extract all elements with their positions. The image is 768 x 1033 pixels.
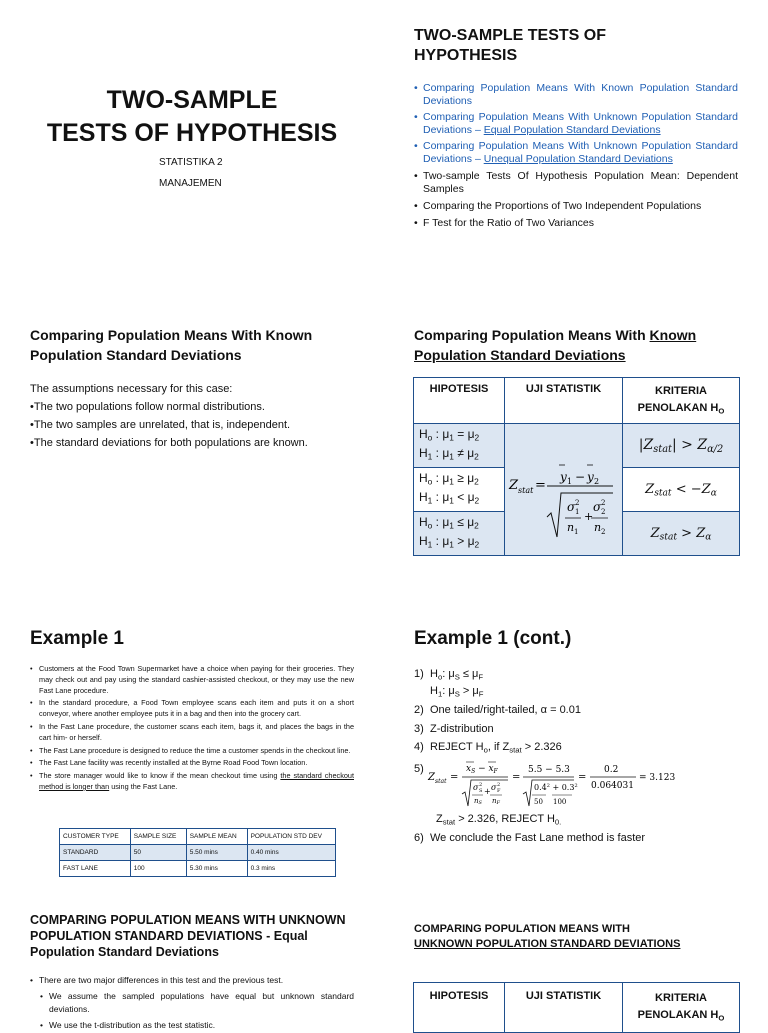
course-name: STATISTIKA 2 <box>159 157 223 168</box>
hypothesis-right-tailed: $H_o$ : $\mu_1 \le \mu_2$ $H_1$ : $\mu_1 > \mu_2$ <box>414 512 505 556</box>
slide-4-known-sd-table <box>384 312 768 600</box>
z-stat-formula <box>505 424 623 556</box>
svg-text:stat: stat <box>435 778 447 785</box>
example-description <box>30 664 354 793</box>
step-6: 6) We conclude the Fast Lane method is faster <box>414 832 646 844</box>
slide-6-example-1-cont <box>384 618 768 906</box>
department-name: MANAJEMEN <box>159 178 222 189</box>
svg-text:1: 1 <box>574 528 579 537</box>
svg-text:2: 2 <box>575 499 580 508</box>
svg-text:nS: nS <box>474 797 482 806</box>
denominator-value: 0.064031 <box>591 781 634 791</box>
outline-item[interactable]: • Comparing Population Means With Unknown Population Standard Deviations – Equal Population Standard Deviations <box>414 111 738 137</box>
svg-text:2: 2 <box>601 508 606 517</box>
svg-text:=: = <box>450 772 459 783</box>
slide-title: Comparing Population Means With Known Population Standard Deviations <box>30 327 313 363</box>
slide-title: Example 1 (cont.) <box>414 628 572 649</box>
slide-7-unknown-equal <box>0 906 384 1030</box>
slide-2-outline <box>384 0 768 288</box>
svg-text:σ: σ <box>593 500 602 515</box>
hypothesis-left-tailed: $H_o$ : $\mu_1 \ge \mu_2$ $H_1$ : $\mu_1 < \mu_2$ <box>414 468 505 512</box>
table-cell: 5.50 mins <box>186 845 247 861</box>
slide-title: Example 1 <box>30 628 124 649</box>
svg-text:2: 2 <box>479 782 483 788</box>
assumption-item: •The two populations follow normal distributions. <box>30 401 265 413</box>
slide-title: Comparing Population Means With Known Population Standard Deviations <box>414 327 697 363</box>
example-bullet: • In the Fast Lane procedure, the customer scans each item, bags it, and places the bags in the cart him- or herself. <box>30 722 354 744</box>
col-uji-statistik: UJI STATISTIK <box>505 378 623 424</box>
criteria-left-tailed: $Z_{stat} < -Z_\alpha$ <box>623 468 740 512</box>
main-title-line1: TWO-SAMPLE <box>106 86 278 114</box>
col-uji-statistik: UJI STATISTIK <box>505 983 623 1033</box>
table-cell: 0.3 mins <box>247 861 335 877</box>
outline-title: TWO-SAMPLE TESTS OF HYPOTHESIS <box>414 27 606 64</box>
example-bullet: • Customers at the Food Town Supermarket have a choice when paying for their groceries. They may check out and pay using the standard cashier-assisted checkout, or they may use the new Fast Lane procedure. <box>30 664 354 696</box>
outline-item[interactable]: • Comparing Population Means With Known Population Standard Deviations <box>414 82 738 108</box>
svg-text:xS − xF: $x_S - x_F$ <box>466 764 498 775</box>
hypothesis-table <box>413 377 740 556</box>
difference-item: • We assume the sampled populations have equal but unknown standard deviations. <box>40 990 354 1016</box>
assumption-item: •The two samples are unrelated, that is, independent. <box>30 419 291 431</box>
svg-text:1: 1 <box>567 477 573 487</box>
step-2: 2) One tailed/right-tailed, α = 0.01 <box>414 704 581 716</box>
hypothesis-table-2 <box>413 982 740 1033</box>
example-bullet: • In the standard procedure, a Food Town employee scans each item and puts it on a short conveyor, where another employee puts it in a bag and then into the grocery cart. <box>30 698 354 720</box>
svg-text:σ: σ <box>491 783 497 792</box>
outline-item: • Comparing the Proportions of Two Independent Populations <box>414 200 738 213</box>
svg-text:Z: Z <box>428 772 435 783</box>
col-hipotesis: HIPOTESIS <box>414 983 505 1033</box>
col-kriteria: KRITERIA PENOLAKAN $H_O$ <box>623 983 740 1033</box>
z-computation-svg <box>428 758 728 810</box>
diff-value: 5.5 − 5.3 <box>528 765 570 775</box>
outline-list <box>414 82 738 230</box>
example-data-table <box>59 828 336 877</box>
example-bullet: • The Fast Lane procedure is designed to reduce the time a customer spends in the checkout line. <box>30 746 354 757</box>
col-hipotesis: HIPOTESIS <box>414 378 505 424</box>
svg-text:2: 2 <box>497 782 501 788</box>
svg-text:=: = <box>578 772 587 783</box>
svg-text:+: + <box>484 787 491 796</box>
svg-text:S: S <box>479 788 483 794</box>
difference-item: • We use the t-distribution as the test statistic. <box>40 1019 354 1032</box>
svg-text:1: 1 <box>575 508 580 517</box>
svg-text:2: 2 <box>601 528 606 537</box>
assumption-item: •The standard deviations for both populations are known. <box>30 437 308 449</box>
example-bullet: • The store manager would like to know if the mean checkout time using the standard checkout method is longer than using the Fast Lane. <box>30 771 354 793</box>
step-3: 3) Z-distribution <box>414 723 494 735</box>
svg-text:2: 2 <box>594 477 600 487</box>
svg-text:y: y <box>560 470 567 485</box>
slide-title: COMPARING POPULATION MEANS WITH UNKNOWN POPULATION STANDARD DEVIATIONS - Equal Population Standard Deviations <box>30 913 346 959</box>
z-formula-svg <box>505 425 621 551</box>
svg-text:n: n <box>594 521 602 535</box>
slide-8-unknown-equal-table <box>384 906 768 1024</box>
criteria-right-tailed: $Z_{stat} > Z_\alpha$ <box>623 512 740 556</box>
outline-item: • F Test for the Ratio of Two Variances <box>414 217 738 230</box>
n-standard: 50 <box>534 798 543 806</box>
slide-5-example-1 <box>0 618 384 906</box>
svg-text:σ: σ <box>567 500 576 515</box>
step-5: 5) <box>414 763 424 775</box>
outline-item: • Two-sample Tests Of Hypothesis Population Mean: Dependent Samples <box>414 170 738 196</box>
n-fast: 100 <box>553 798 567 806</box>
svg-text:+: + <box>584 510 594 524</box>
criteria-two-tailed: $|Z_{stat}| > Z_{\alpha/2}$ <box>623 424 740 468</box>
table-header-cell: SAMPLE SIZE <box>130 829 186 845</box>
svg-text:0.42 + 0.32: $0.4^2 + 0.3^2$ <box>534 783 578 792</box>
table-header-cell: CUSTOMER TYPE <box>60 829 131 845</box>
table-cell: 100 <box>130 861 186 877</box>
col-kriteria: KRITERIA PENOLAKAN $H_O$ <box>623 378 740 424</box>
slide-title: COMPARING POPULATION MEANS WITH UNKNOWN POPULATION STANDARD DEVIATIONS <box>414 923 681 950</box>
numerator-value: 0.2 <box>604 765 619 775</box>
step-1-alt: $H_1$: $\mu_S > \mu_F$ <box>430 685 484 699</box>
main-title-line2: TESTS OF HYPOTHESIS <box>46 119 338 147</box>
slide-3-known-sd <box>0 312 384 600</box>
hypothesis-two-tailed: $H_o$ : $\mu_1 = \mu_2$ $H_1$ : $\mu_1 \ne \mu_2$ <box>414 424 505 468</box>
slide-1-title <box>0 0 384 288</box>
svg-text:=: = <box>535 478 546 494</box>
svg-text:F: F <box>497 788 501 794</box>
assumptions-block <box>30 380 360 452</box>
step-5-conclusion: $Z_{stat} > 2.326$, REJECT $H_{0.}$ <box>436 813 562 827</box>
table-cell: 0.40 mins <box>247 845 335 861</box>
svg-text:2: 2 <box>601 499 606 508</box>
z-result: = 3.123 <box>639 773 676 783</box>
table-header-cell: SAMPLE MEAN <box>186 829 247 845</box>
svg-text:−: − <box>575 470 586 485</box>
difference-item: • There are two major differences in this test and the previous test. <box>30 974 354 987</box>
svg-text:σ: σ <box>473 783 479 792</box>
assumptions-intro: The assumptions necessary for this case: <box>30 383 233 395</box>
table-cell: 5.30 mins <box>186 861 247 877</box>
svg-text:stat: stat <box>518 486 534 496</box>
step-1: 1) $H_o$: $\mu_S \le \mu_F$ <box>414 668 484 682</box>
step-4: 4) REJECT $H_o$, if $Z_{stat} > 2.326$ <box>414 741 562 755</box>
svg-text:y: y <box>587 470 594 485</box>
svg-text:nF: nF <box>492 797 500 806</box>
svg-text:n: n <box>567 521 575 535</box>
svg-text:Z: Z <box>509 478 519 494</box>
differences-list <box>30 974 354 1032</box>
svg-text:=: = <box>512 772 521 783</box>
table-cell: FAST LANE <box>60 861 131 877</box>
outline-item[interactable]: • Comparing Population Means With Unknown Population Standard Deviations – Unequal Population Standard Deviations <box>414 140 738 166</box>
example-bullet: • The Fast Lane facility was recently installed at the Byrne Road Food Town location. <box>30 758 354 769</box>
table-cell: 50 <box>130 845 186 861</box>
table-cell: STANDARD <box>60 845 131 861</box>
table-header-cell: POPULATION STD DEV <box>247 829 335 845</box>
